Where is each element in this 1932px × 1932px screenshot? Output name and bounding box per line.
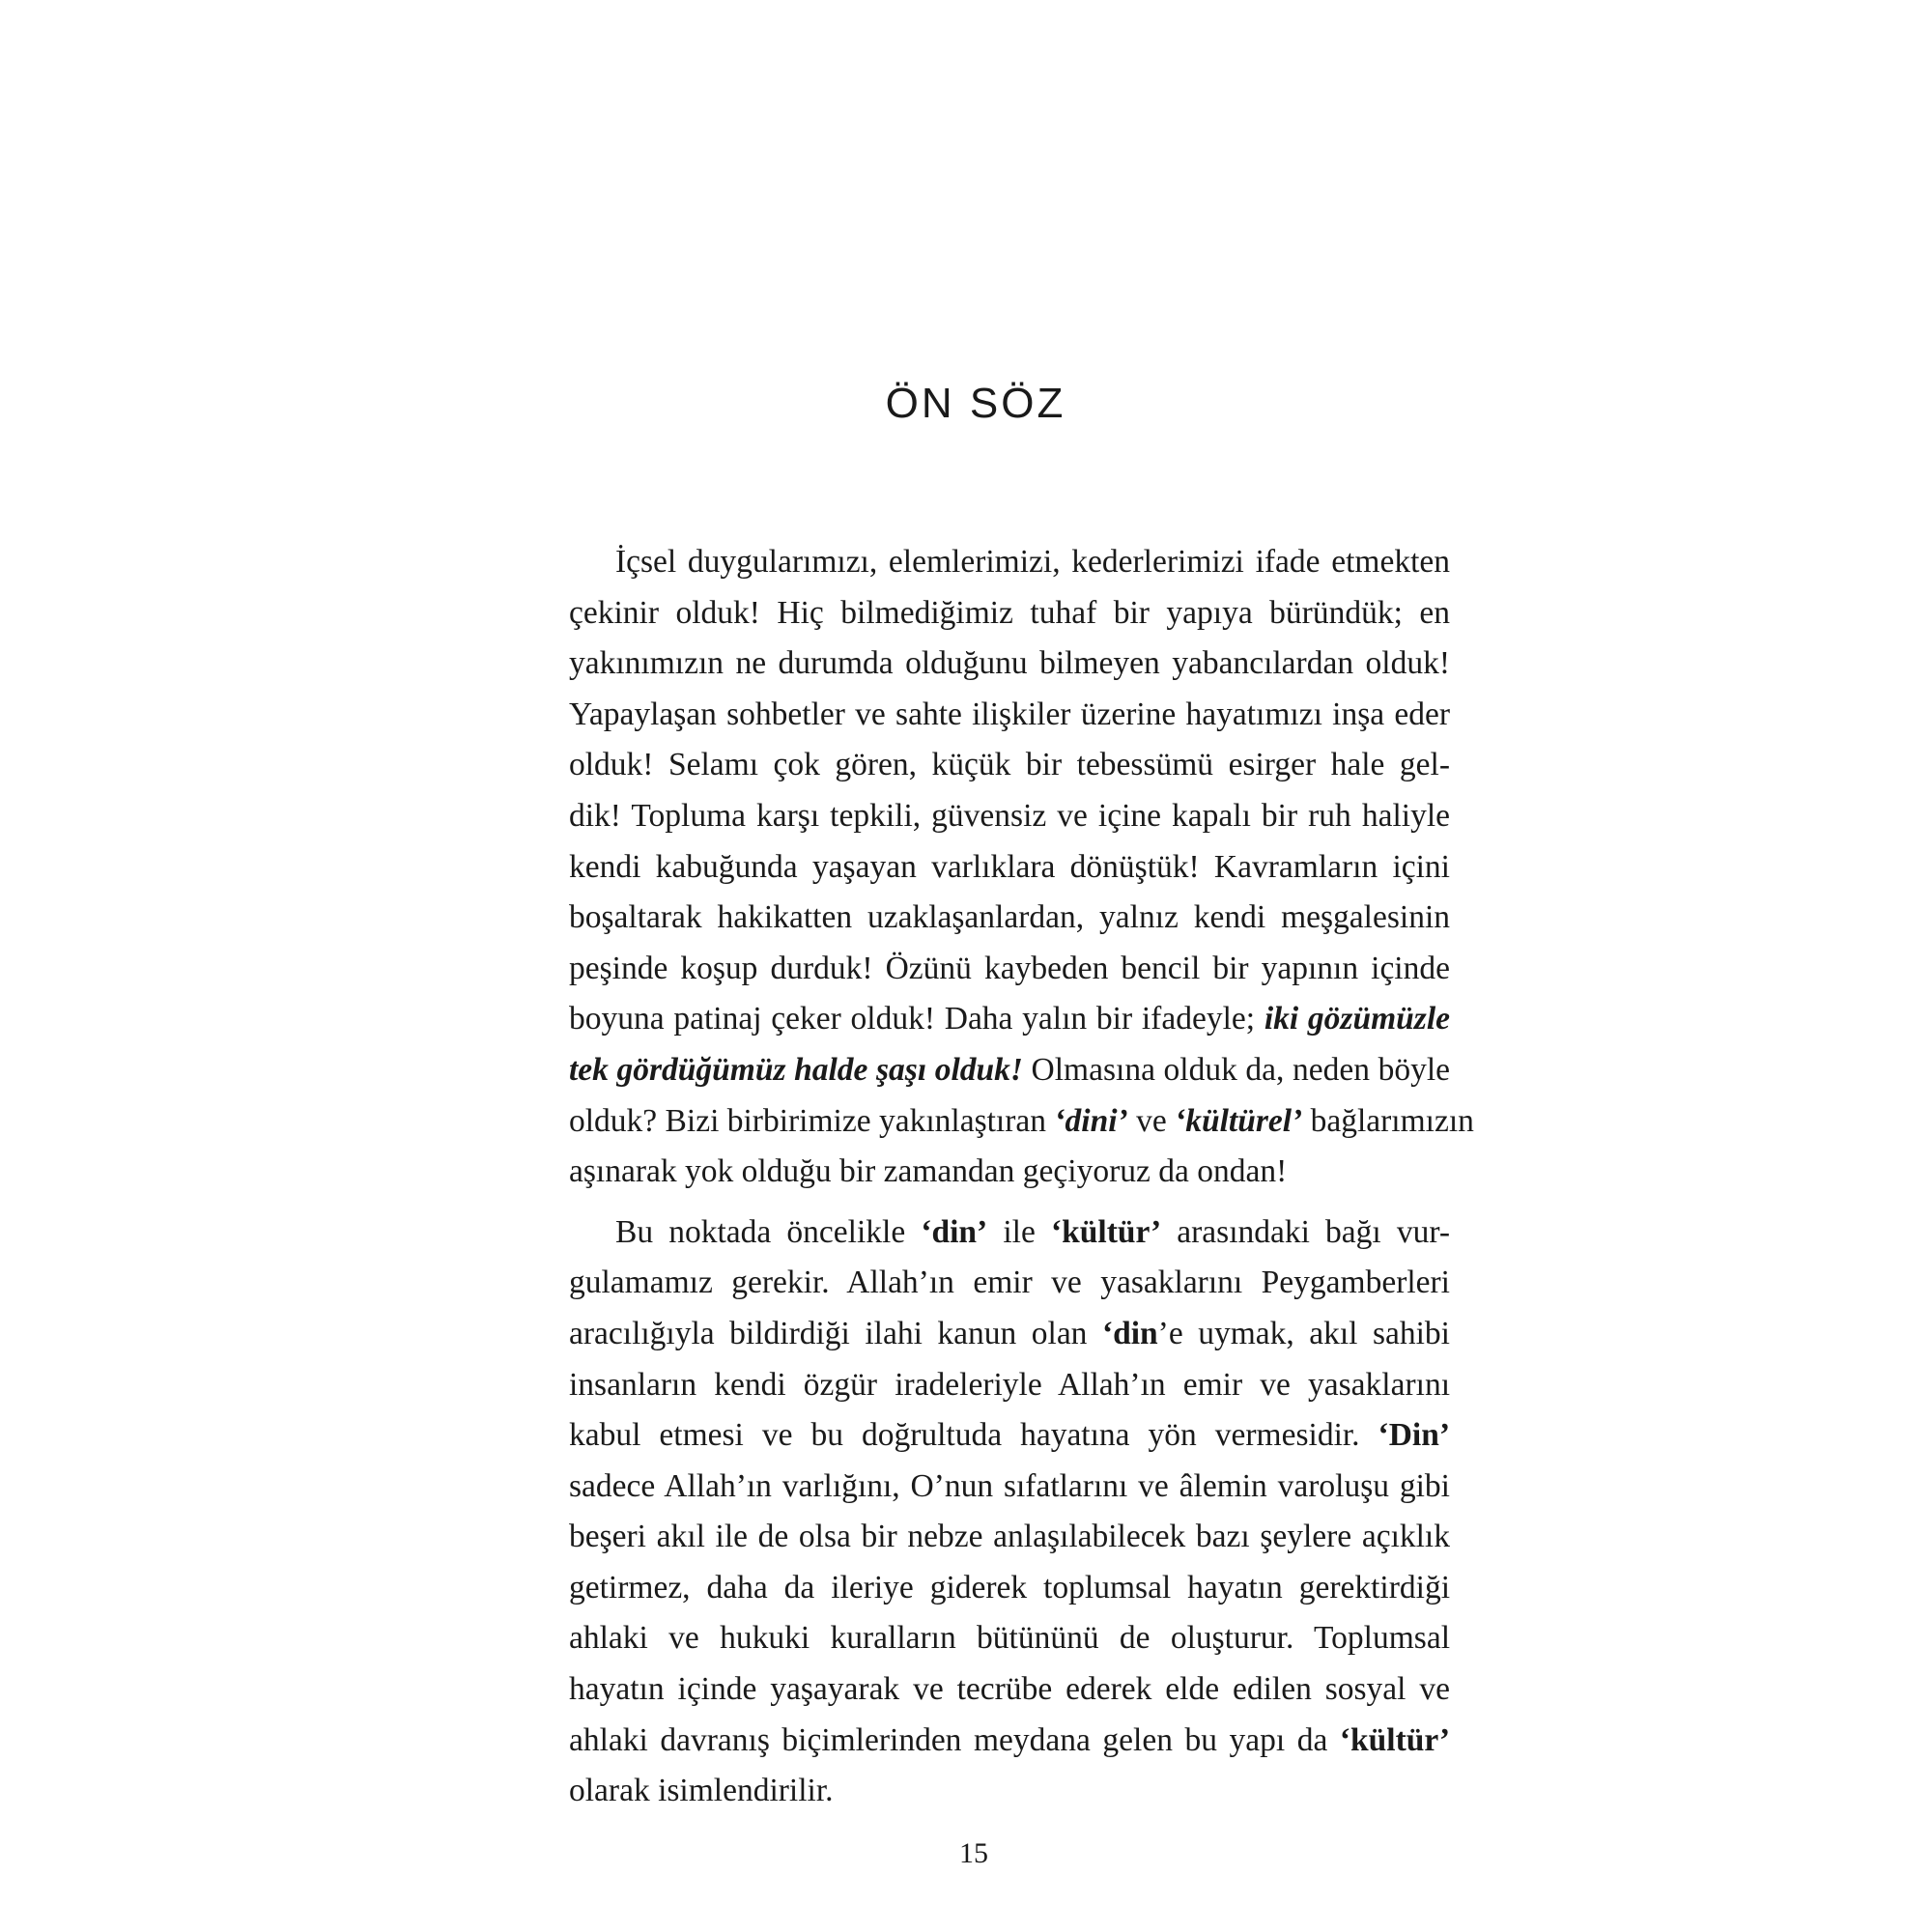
text-line — [523, 1309, 1450, 1360]
bold-text: ‘kültür’ — [1339, 1721, 1450, 1758]
paragraph-2 — [523, 1208, 1450, 1817]
text-segment: olduk? Bizi birbirimize yakınlaştıran — [569, 1102, 1055, 1139]
text-line: getirmez, daha da ileriye giderek toplumsal hayatın gerektirdiği — [569, 1569, 1450, 1605]
chapter-title: ÖN SÖZ — [885, 380, 1066, 427]
bold-text: ‘din’ — [921, 1213, 988, 1250]
text-segment: ile — [987, 1213, 1051, 1250]
text-segment: arasındaki bağı vur- — [1161, 1213, 1451, 1250]
text-line: kendi kabuğunda yaşayan varlıklara dönüştük! Kavramların içini — [569, 848, 1450, 885]
text-line — [523, 1716, 1450, 1767]
text-line: dik! Topluma karşı tepkili, güvensiz ve içine kapalı bir ruh haliyle — [569, 797, 1450, 834]
text-line: aşınarak yok olduğu bir zamandan geçiyoruz da ondan! — [569, 1153, 1288, 1190]
text-segment: Olmasına olduk da, neden böyle — [1022, 1051, 1450, 1088]
text-segment: kabul etmesi ve bu doğrultuda hayatına yön vermesidir. — [569, 1417, 1378, 1454]
text-line — [523, 1208, 1450, 1259]
body-text — [523, 537, 1474, 1817]
text-line: İçsel duygularımızı, elemlerimizi, kederlerimizi ifade etmekten — [615, 544, 1450, 580]
text-line: gulamamız gerekir. Allah’ın emir ve yasaklarını Peygamberleri — [569, 1264, 1450, 1301]
emphasis-text: ‘kültürel’ — [1175, 1102, 1303, 1139]
emphasis-text: ‘dini’ — [1054, 1102, 1128, 1139]
text-segment: aracılığıyla bildirdiği ilahi kanun olan — [569, 1315, 1102, 1351]
text-line: olduk! Selamı çok gören, küçük bir tebessümü esirger hale gel- — [569, 747, 1450, 783]
emphasis-text: tek gördüğümüz halde şaşı olduk! — [569, 1051, 1023, 1088]
bold-text: ‘kültür’ — [1050, 1213, 1162, 1250]
bold-text: ‘din — [1101, 1315, 1158, 1351]
bold-text: ‘Din’ — [1378, 1417, 1450, 1454]
text-segment: boyuna patinaj çeker olduk! Daha yalın bir ifadeyle; — [569, 1001, 1264, 1037]
text-line: boşaltarak hakikatten uzaklaşanlardan, yalnız kendi meşgalesinin — [569, 899, 1450, 936]
text-line — [523, 1045, 1450, 1096]
text-line: olarak isimlendirilir. — [569, 1773, 834, 1809]
text-segment: ahlaki davranış biçimlerinden meydana gelen bu yapı da — [569, 1721, 1340, 1758]
text-line: ahlaki ve hukuki kuralların bütününü de oluşturur. Toplumsal — [569, 1620, 1450, 1657]
text-line: hayatın içinde yaşayarak ve tecrübe ederek elde edilen sosyal ve — [569, 1671, 1450, 1708]
text-line: beşeri akıl ile de olsa bir nebze anlaşılabilecek bazı şeylere açıklık — [569, 1519, 1450, 1555]
text-line: sadece Allah’ın varlığını, O’nun sıfatlarını ve âlemin varoluşu gibi — [569, 1467, 1450, 1504]
text-segment: bağlarımızın — [1302, 1102, 1474, 1139]
text-line: peşinde koşup durduk! Özünü kaybeden bencil bir yapının içinde — [569, 950, 1450, 986]
page-number: 15 — [959, 1837, 988, 1869]
text-line: Yapaylaşan sohbetler ve sahte ilişkiler üzerine hayatımızı inşa eder — [569, 696, 1450, 732]
text-line — [523, 1410, 1450, 1462]
text-segment: ’e uymak, akıl sahibi — [1157, 1315, 1450, 1351]
paragraph-1 — [523, 537, 1474, 1198]
emphasis-text: iki gözümüzle — [1264, 1001, 1450, 1037]
text-line — [523, 994, 1450, 1045]
text-segment: Bu noktada öncelikle — [615, 1213, 922, 1250]
text-segment: ve — [1127, 1102, 1176, 1139]
text-line: çekinir olduk! Hiç bilmediğimiz tuhaf bir yapıya büründük; en — [569, 594, 1450, 631]
text-line: yakınımızın ne durumda olduğunu bilmeyen yabancılardan olduk! — [569, 645, 1450, 682]
text-line — [523, 1096, 1474, 1148]
text-line: insanların kendi özgür iradeleriyle Allah’ın emir ve yasaklarını — [569, 1366, 1450, 1403]
